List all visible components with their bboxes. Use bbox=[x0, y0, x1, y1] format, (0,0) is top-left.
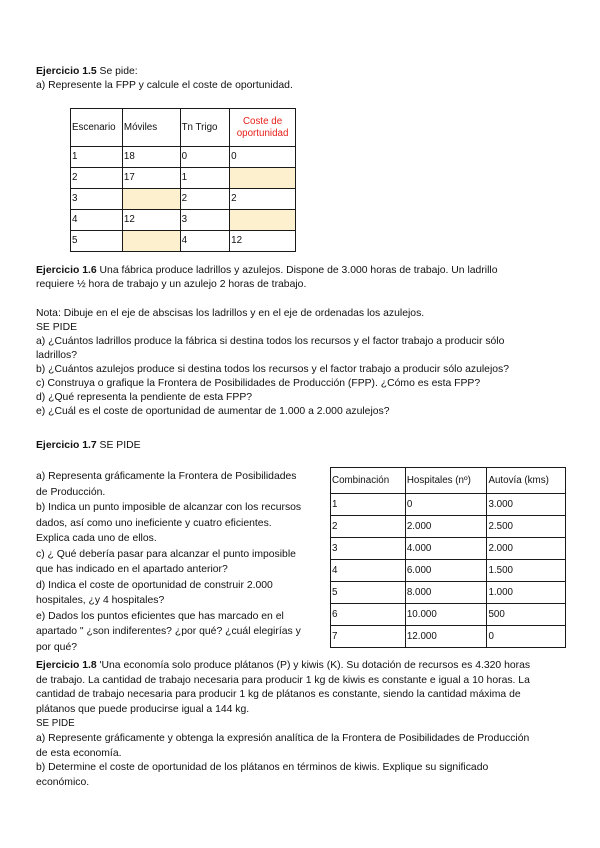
cell-hospitales: 8.000 bbox=[405, 582, 487, 604]
question-a: a) ¿Cuántos ladrillos produce la fábrica si destina todos los recursos y el factor trabajo a producir sólo bbox=[36, 336, 505, 347]
cell-hospitales: 2.000 bbox=[405, 516, 487, 538]
exercise-1-6 bbox=[36, 264, 498, 292]
cell-trigo: 3 bbox=[180, 210, 230, 231]
cell-combinacion: 3 bbox=[331, 538, 406, 560]
exercise-1-7-questions bbox=[36, 469, 301, 655]
exercise-1-5 bbox=[36, 65, 293, 93]
se-pide-label: SE PIDE bbox=[36, 718, 75, 730]
header-trigo: Tn Trigo bbox=[180, 109, 230, 147]
exercise-1-7-table bbox=[330, 467, 566, 648]
table-row bbox=[71, 147, 296, 168]
question-line: a) Representa gráficamente la Frontera de Posibilidades bbox=[36, 471, 297, 482]
table-row bbox=[331, 582, 566, 604]
cell-trigo: 2 bbox=[180, 189, 230, 210]
exercise-1-5-table bbox=[70, 108, 296, 252]
question-line: hospitales, ¿y 4 hospitales? bbox=[36, 595, 165, 606]
cell-autovia: 3.000 bbox=[487, 494, 566, 516]
cell-combinacion: 4 bbox=[331, 560, 406, 582]
table-row bbox=[71, 168, 296, 189]
cell-combinacion: 7 bbox=[331, 626, 406, 648]
question-b: b) ¿Cuántos azulejos produce si destina todos los recursos y el factor trabajo a producir sólo azulejos? bbox=[36, 364, 510, 375]
cell-autovia: 500 bbox=[487, 604, 566, 626]
cell-combinacion: 5 bbox=[331, 582, 406, 604]
question-b-cont: económico. bbox=[36, 776, 90, 788]
cell-trigo: 0 bbox=[180, 147, 230, 168]
question-line: apartado " ¿son indiferentes? ¿por qué? ¿cuál elegirías y bbox=[36, 626, 301, 637]
question-line: e) Dados los puntos eficientes que has marcado en el bbox=[36, 610, 284, 622]
question-e: e) ¿Cuál es el coste de oportunidad de aumentar de 1.000 a 2.000 azulejos? bbox=[36, 406, 390, 417]
cell-combinacion: 1 bbox=[331, 494, 406, 516]
table-row bbox=[71, 210, 296, 231]
intro-line: de trabajo. La cantidad de trabajo necesaria para producir 1 kg de kiwis es constante e igual a 10 horas. La bbox=[36, 674, 530, 686]
exercise-1-6-intro-cont: requiere ½ hora de trabajo y un azulejo 2 horas de trabajo. bbox=[36, 279, 307, 290]
cell-moviles-blank bbox=[122, 231, 180, 252]
question-line: d) Indica el coste de oportunidad de construir 2.000 bbox=[36, 579, 273, 591]
cell-coste-blank bbox=[230, 210, 296, 231]
cell-trigo: 1 bbox=[180, 168, 230, 189]
table-row bbox=[331, 604, 566, 626]
table-row bbox=[331, 626, 566, 648]
cell-coste: 12 bbox=[230, 231, 296, 252]
cell-combinacion: 2 bbox=[331, 516, 406, 538]
question-a-cont: de esta economía. bbox=[36, 747, 122, 759]
question-line: c) ¿ Qué debería pasar para alcanzar el punto imposible bbox=[36, 548, 296, 560]
table-row bbox=[331, 516, 566, 538]
table-row bbox=[331, 494, 566, 516]
cell-coste: 2 bbox=[230, 189, 296, 210]
question-a: a) Represente gráficamente y obtenga la expresión analítica de la Frontera de Posibilidades de Producción bbox=[36, 732, 530, 744]
table-row bbox=[71, 189, 296, 210]
nota: Nota: Dibuje en el eje de abscisas los ladrillos y en el eje de ordenadas los azulejos. bbox=[36, 308, 425, 319]
exercise-1-8 bbox=[36, 659, 530, 790]
cell-hospitales: 12.000 bbox=[405, 626, 487, 648]
header-combinacion: Combinación bbox=[331, 468, 406, 494]
cell-autovia: 2.500 bbox=[487, 516, 566, 538]
exercise-title: Ejercicio 1.5 bbox=[36, 66, 97, 77]
question-c: c) Construya o grafique la Frontera de Posibilidades de Producción (FPP). ¿Cómo es esta FPP? bbox=[36, 378, 481, 389]
intro-line: cantidad de trabajo necesaria para producir 1 kg de plátanos es constante, siendo la cantidad máxima de bbox=[36, 689, 521, 701]
question-b: b) Determine el coste de oportunidad de los plátanos en términos de kiwis. Explique su significado bbox=[36, 762, 489, 774]
question-line: de Producción. bbox=[36, 486, 106, 498]
question-line: Explica cada uno de ellos. bbox=[36, 533, 157, 544]
cell-autovia: 1.000 bbox=[487, 582, 566, 604]
cell-escenario: 4 bbox=[71, 210, 123, 231]
cell-moviles: 17 bbox=[122, 168, 180, 189]
cell-hospitales: 10.000 bbox=[405, 604, 487, 626]
cell-moviles: 18 bbox=[122, 147, 180, 168]
cell-hospitales: 0 bbox=[405, 494, 487, 516]
exercise-1-6-intro: Ejercicio 1.6 Una fábrica produce ladrillos y azulejos. Dispone de 3.000 horas de trabajo. Un ladrillo bbox=[36, 265, 498, 276]
cell-trigo: 4 bbox=[180, 231, 230, 252]
question-line: b) Indica un punto imposible de alcanzar con los recursos bbox=[36, 502, 302, 513]
cell-autovia: 0 bbox=[487, 626, 566, 648]
cell-autovia: 2.000 bbox=[487, 538, 566, 560]
table-row bbox=[331, 560, 566, 582]
se-pide-label: SE PIDE bbox=[36, 322, 77, 333]
header-moviles: Móviles bbox=[122, 109, 180, 147]
header-autovia: Autovía (kms) bbox=[487, 468, 566, 494]
question-line: que has indicado en el apartado anterior? bbox=[36, 564, 228, 575]
question-line: por qué? bbox=[36, 641, 78, 653]
exercise-1-5-item-a: a) Represente la FPP y calcule el coste de oportunidad. bbox=[36, 80, 293, 91]
cell-moviles-blank bbox=[122, 189, 180, 210]
intro-line: plátanos que puede producirse igual a 144 kg. bbox=[36, 703, 250, 715]
cell-moviles: 12 bbox=[122, 210, 180, 231]
cell-escenario: 2 bbox=[71, 168, 123, 189]
header-escenario: Escenario bbox=[71, 109, 123, 147]
table-row bbox=[71, 231, 296, 252]
exercise-1-6-questions bbox=[36, 307, 509, 419]
exercise-1-7-heading: Ejercicio 1.7 SE PIDE bbox=[36, 440, 141, 451]
cell-coste-blank bbox=[230, 168, 296, 189]
header-hospitales: Hospitales (nº) bbox=[405, 468, 487, 494]
table-header-row bbox=[71, 109, 296, 147]
exercise-1-8-intro: Ejercicio 1.8 'Una economía solo produce plátanos (P) y kiwis (K). Su dotación de recursos es 4.320 horas bbox=[36, 660, 531, 671]
question-d: d) ¿Qué representa la pendiente de esta FPP? bbox=[36, 392, 253, 403]
cell-hospitales: 4.000 bbox=[405, 538, 487, 560]
question-a-cont: ladrillos? bbox=[36, 350, 78, 361]
table-row bbox=[331, 538, 566, 560]
table-header-row bbox=[331, 468, 566, 494]
cell-hospitales: 6.000 bbox=[405, 560, 487, 582]
exercise-title: Ejercicio 1.7 bbox=[36, 440, 97, 451]
exercise-1-5-heading: Ejercicio 1.5 Se pide: bbox=[36, 66, 138, 77]
cell-combinacion: 6 bbox=[331, 604, 406, 626]
cell-coste: 0 bbox=[230, 147, 296, 168]
header-coste-oportunidad: Coste de oportunidad bbox=[230, 109, 296, 147]
cell-escenario: 1 bbox=[71, 147, 123, 168]
question-line: dados, así como uno ineficiente y cuatro eficientes. bbox=[36, 517, 272, 529]
exercise-title: Ejercicio 1.8 bbox=[36, 660, 97, 671]
cell-escenario: 3 bbox=[71, 189, 123, 210]
exercise-title: Ejercicio 1.6 bbox=[36, 265, 97, 276]
cell-escenario: 5 bbox=[71, 231, 123, 252]
cell-autovia: 1.500 bbox=[487, 560, 566, 582]
